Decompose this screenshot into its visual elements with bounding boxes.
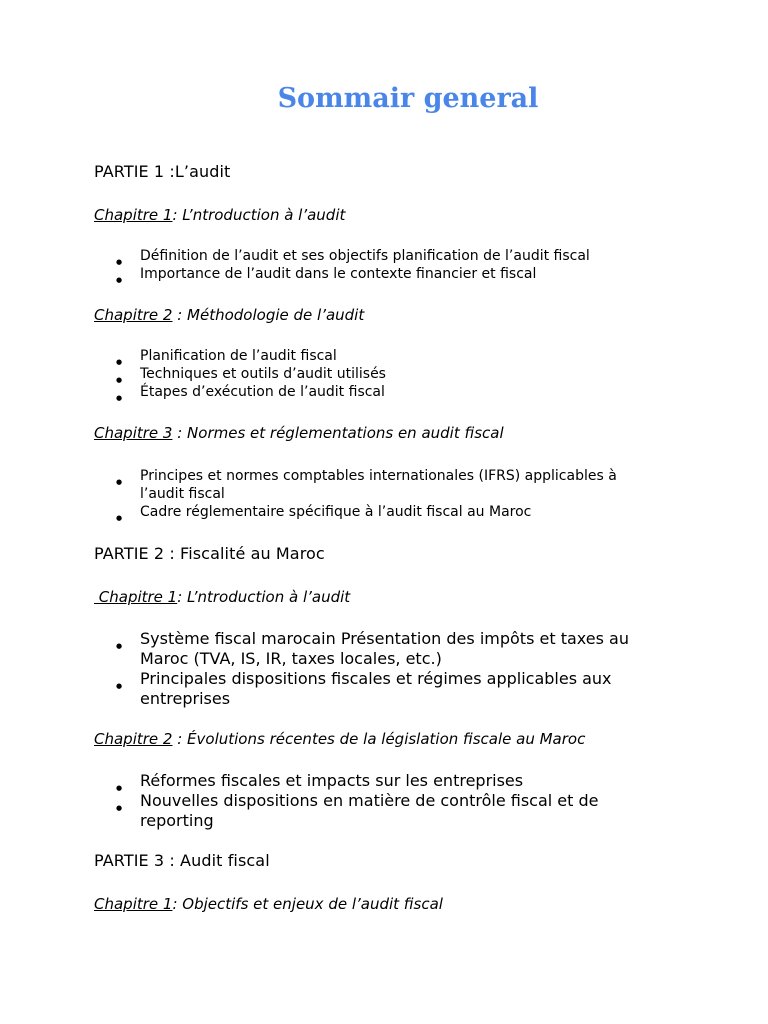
part-1-heading: PARTIE 1 :L’audit — [94, 162, 231, 181]
part-2-chapter-2-list — [94, 771, 599, 831]
part-1-chapter-2-list — [94, 347, 386, 401]
part-1-chapter-3-list — [94, 467, 617, 521]
list-item: ● Principales dispositions fiscales et régimes applicables aux — [94, 669, 629, 689]
part-3-chapter-1-title — [94, 895, 443, 913]
list-item: ● Système fiscal marocain Présentation des impôts et taxes au — [94, 629, 629, 649]
chapter-title-text: : Normes et réglementations en audit fiscal — [172, 424, 504, 442]
chapter-title-text: : Objectifs et enjeux de l’audit fiscal — [172, 895, 443, 913]
part-2-chapter-2-title — [94, 730, 585, 748]
chapter-title-text: : Méthodologie de l’audit — [172, 306, 365, 324]
chapter-link[interactable]: Chapitre 1 — [94, 588, 178, 606]
part-2-chapter-1-list — [94, 629, 629, 709]
list-item-continuation: l’audit fiscal — [140, 486, 225, 502]
chapter-title-text: : L’ntroduction à l’audit — [172, 206, 346, 224]
list-item-continuation: entreprises — [140, 689, 231, 708]
part-2-heading: PARTIE 2 : Fiscalité au Maroc — [94, 544, 325, 563]
part-1-chapter-3-title — [94, 424, 504, 442]
chapter-link[interactable]: Chapitre 2 — [94, 730, 173, 748]
chapter-link[interactable]: Chapitre 1 — [94, 206, 173, 224]
chapter-link[interactable]: Chapitre 3 — [94, 424, 173, 442]
part-1-chapter-1-title — [94, 206, 345, 224]
list-item: ● Principes et normes comptables internationales (IFRS) applicables à — [94, 467, 617, 485]
list-item: ● Définition de l’audit et ses objectifs planification de l’audit fiscal — [94, 247, 590, 265]
part-3-heading: PARTIE 3 : Audit fiscal — [94, 851, 270, 870]
list-item: ● Nouvelles dispositions en matière de contrôle fiscal et de — [94, 791, 599, 811]
chapter-link[interactable]: Chapitre 2 — [94, 306, 173, 324]
list-item: ● Réformes fiscales et impacts sur les entreprises — [94, 771, 599, 791]
list-item: ● Étapes d’exécution de l’audit fiscal — [94, 383, 386, 401]
chapter-link[interactable]: Chapitre 1 — [94, 895, 173, 913]
part-1-chapter-2-title — [94, 306, 364, 324]
document-title: Sommair general — [277, 83, 539, 114]
list-item: ● Importance de l’audit dans le contexte financier et fiscal — [94, 265, 590, 283]
list-item: ● Cadre réglementaire spécifique à l’audit fiscal au Maroc — [94, 503, 617, 521]
part-1-chapter-1-list — [94, 247, 590, 283]
list-item-continuation: Maroc (TVA, IS, IR, taxes locales, etc.) — [140, 649, 442, 668]
chapter-title-text: : Évolutions récentes de la législation fiscale au Maroc — [172, 730, 586, 748]
chapter-title-text: : L’ntroduction à l’audit — [177, 588, 351, 606]
list-item: ● Planification de l’audit fiscal — [94, 347, 386, 365]
list-item-continuation: reporting — [140, 811, 214, 830]
list-item: ● Techniques et outils d’audit utilisés — [94, 365, 386, 383]
part-2-chapter-1-title — [94, 588, 350, 606]
